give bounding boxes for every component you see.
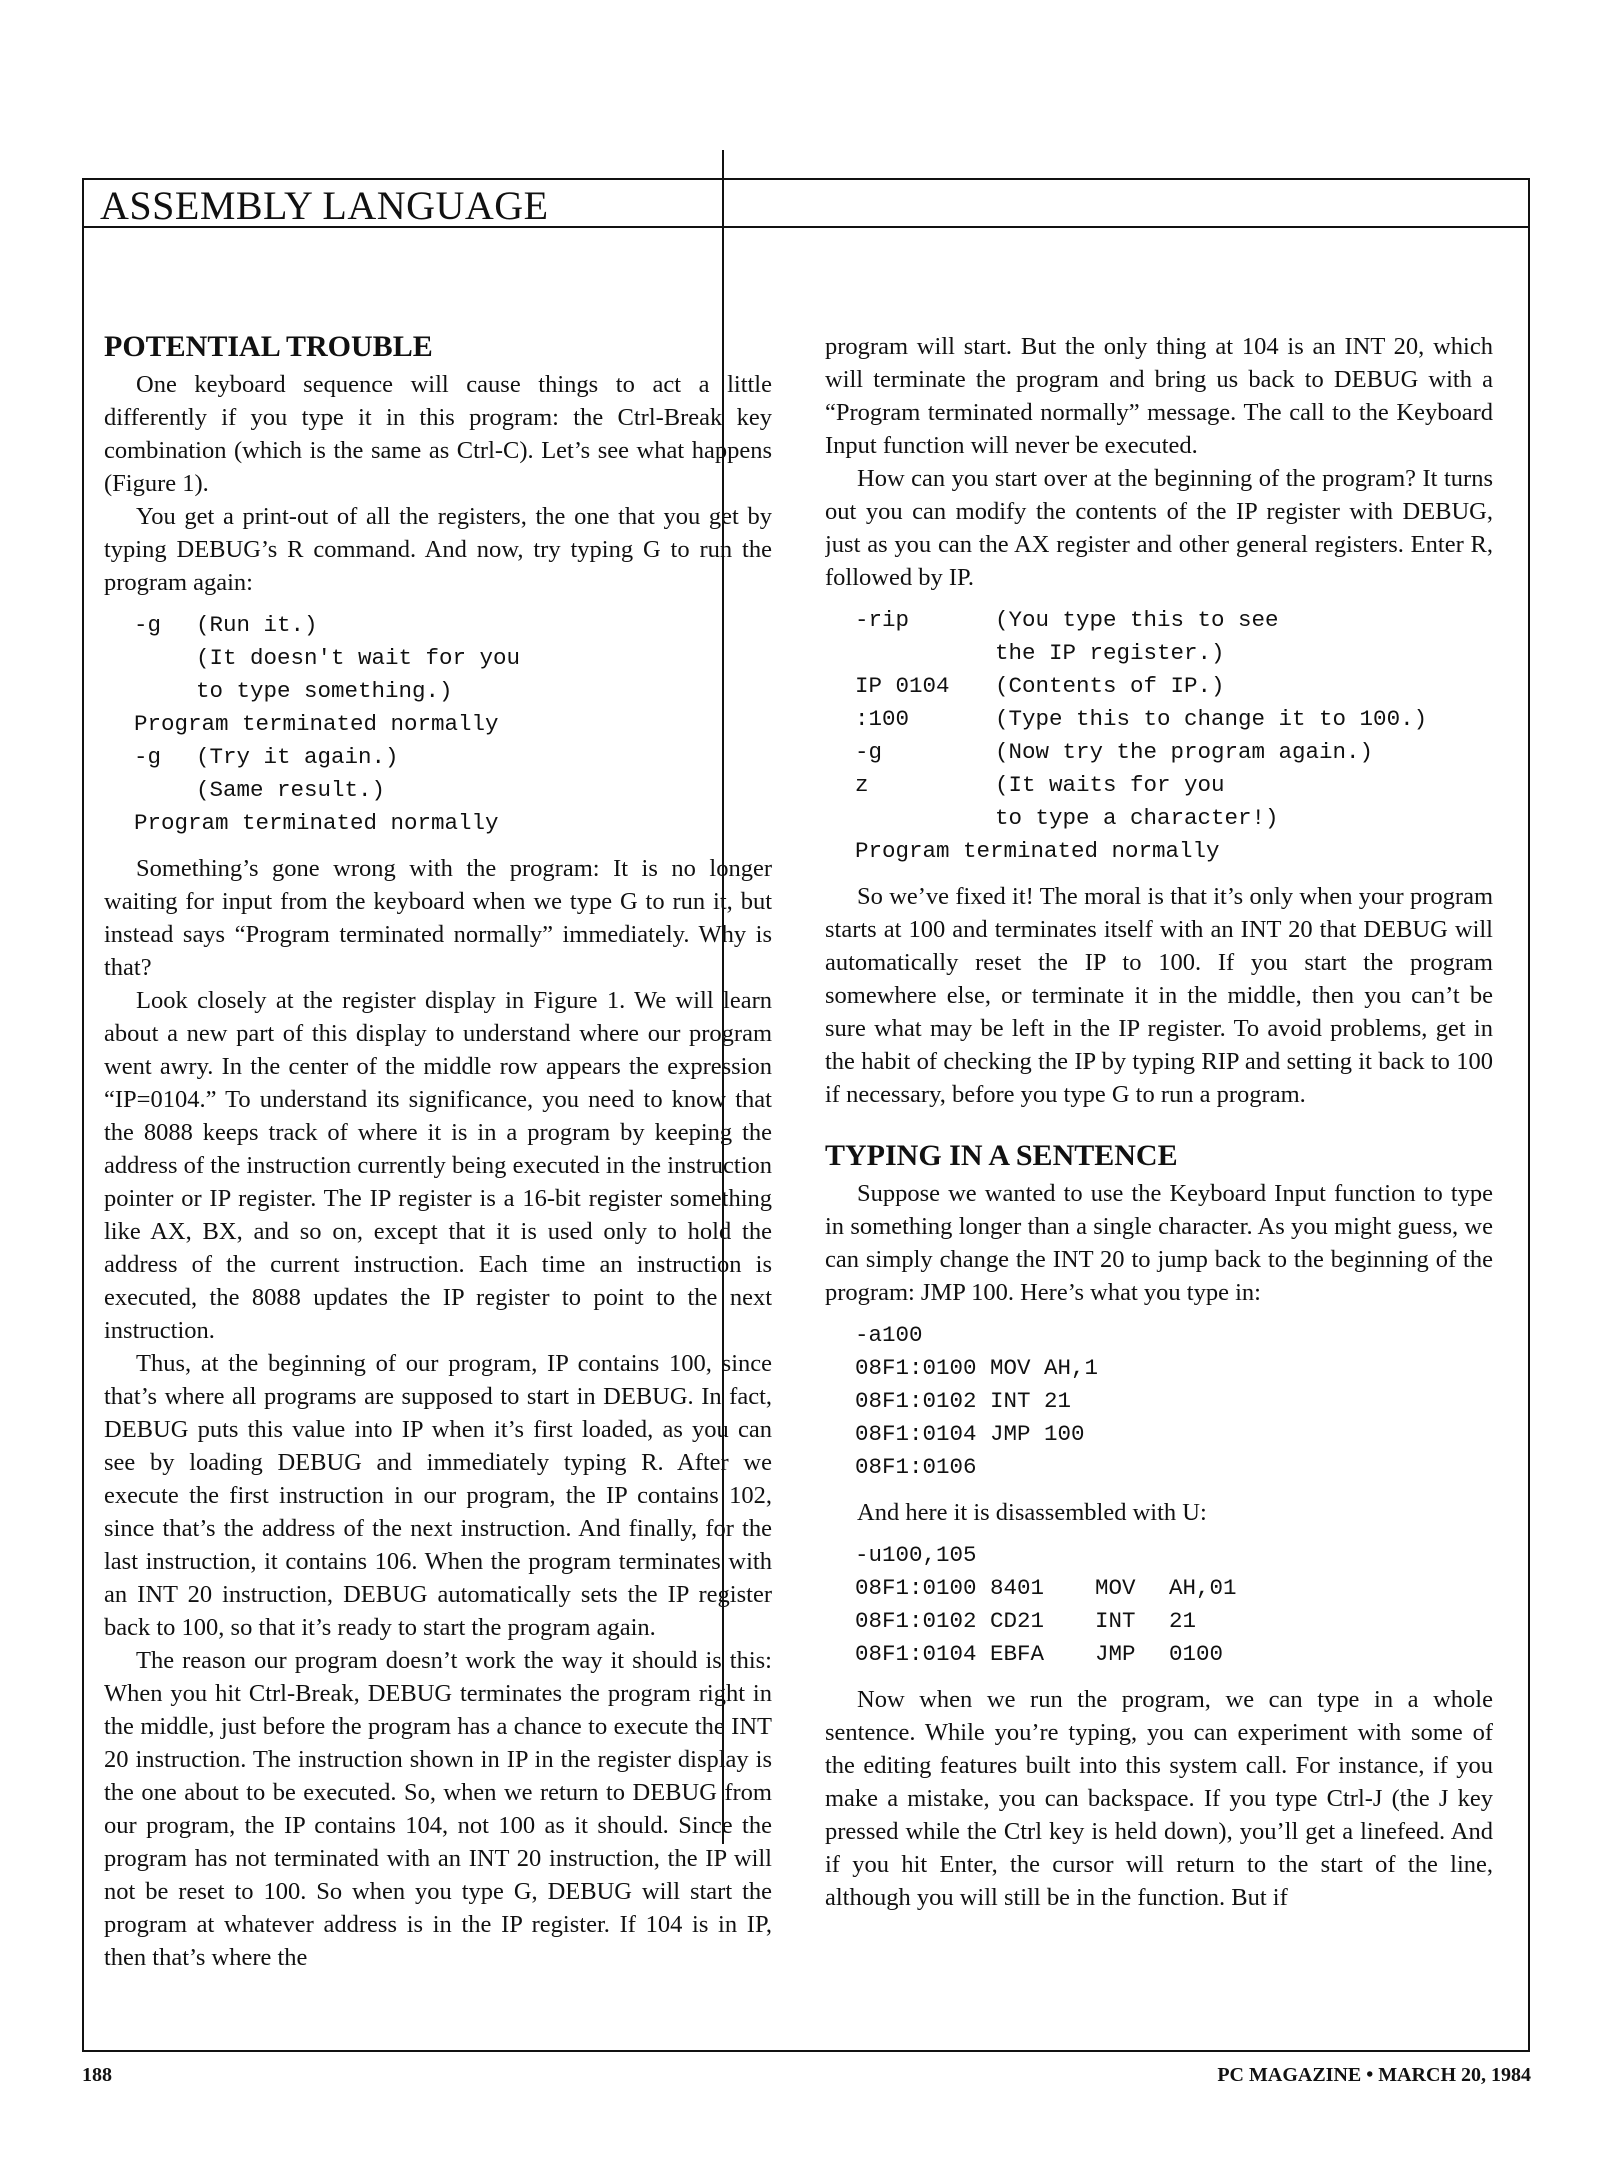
code-line: to type a character!) xyxy=(995,805,1279,831)
code-line: :100 (Type this to change it to 100.) xyxy=(855,706,1428,732)
publication-line: PC MAGAZINE • MARCH 20, 1984 xyxy=(1217,2064,1531,2086)
left-paragraph-1: One keyboard sequence will cause things to act a little differently if you type it in this program: the Ctrl-Break key combination (which is the same as Ctrl-C). Let’s see what happens (Figure 1). xyxy=(104,371,772,497)
code-line: z (It waits for you xyxy=(855,772,1225,798)
code-line: Program terminated normally xyxy=(134,711,499,737)
right-paragraph-4: Suppose we wanted to use the Keyboard Input function to type in something longer than a single character. As you might guess, we can simply change the INT 20 to jump back to the beginning of the program: JMP 100. Here’s what you type in: xyxy=(825,1180,1493,1306)
section-header xyxy=(84,180,1528,228)
left-column xyxy=(104,330,772,2040)
right-paragraph-6: Now when we run the program, we can type in a whole sentence. While you’re typing, you can experiment with some of the editing features built into this system call. For instance, if you make a mistake, you can backspace. If you type Ctrl-J (the J key pressed while the Ctrl key is held down), you’ll get a linefeed. And if you hit Enter, the cursor will return to the start of the line, although you will still be in the function. But if xyxy=(825,1686,1493,1911)
page-number: 188 xyxy=(82,2064,112,2086)
left-paragraph-3: Something’s gone wrong with the program: It is no longer waiting for input from the keyboard when we type G to run it, but instead says “Program terminated normally” immediately. Why is that? xyxy=(104,855,772,981)
left-paragraph-2: You get a print-out of all the registers, the one that you get by typing DEBUG’s R command. And now, try typing G to run the program again: xyxy=(104,503,772,596)
code-line: 08F1:0100 8401 MOV AH,01 xyxy=(855,1575,1237,1601)
code-line: -a100 xyxy=(855,1322,923,1348)
left-paragraph-5: Thus, at the beginning of our program, IP contains 100, since that’s where all programs are supposed to start in DEBUG. In fact, DEBUG puts this value into IP when it’s first loaded, as you can see by loading DEBUG and immediately typing R. After we execute the first instruction in our program, the IP contains 102, since that’s the address of the next instruction. And finally, for the last instruction, it contains 106. When the program terminates with an INT 20 instruction, DEBUG automatically sets the IP register back to 100, so that it’s ready to start the program again. xyxy=(104,1350,772,1641)
code-line: 08F1:0106 xyxy=(855,1454,977,1480)
code-line: 08F1:0102 INT 21 xyxy=(855,1388,1072,1414)
right-paragraph-3: So we’ve fixed it! The moral is that it’s only when your program starts at 100 and terminates itself with an INT 20 that DEBUG will automatically reset the IP to 100. If you start the program somewhere else, or terminate it in the middle, then you can’t be sure what may be left in the IP register. To avoid problems, get in the habit of checking the IP by typing RIP and setting it back to 100 if necessary, before you type G to run a program. xyxy=(825,883,1493,1108)
right-paragraph-1: program will start. But the only thing at 104 is an INT 20, which will terminate the program and bring us back to DEBUG with a “Program terminated normally” message. The call to the Keyboard Input function will never be executed. xyxy=(825,333,1493,459)
code-line: (Same result.) xyxy=(196,777,386,803)
code-line: 08F1:0104 JMP 100 xyxy=(855,1421,1085,1447)
code-line: (It doesn't wait for you xyxy=(196,645,521,671)
unassemble-code-block xyxy=(855,1539,1493,1671)
code-line: to type something.) xyxy=(196,678,453,704)
rip-code-block xyxy=(855,604,1493,868)
code-line: -rip (You type this to see xyxy=(855,607,1279,633)
left-code-block xyxy=(134,609,772,840)
code-line: Program terminated normally xyxy=(134,810,499,836)
heading-potential-trouble: POTENTIAL TROUBLE xyxy=(104,330,433,363)
code-line: -g (Try it again.) xyxy=(134,744,399,770)
code-line: -g (Run it.) xyxy=(134,612,318,638)
code-line: Program terminated normally xyxy=(855,838,1220,864)
code-line: 08F1:0104 EBFA JMP 0100 xyxy=(855,1641,1224,1667)
code-line: IP 0104 (Contents of IP.) xyxy=(855,673,1225,699)
code-line: -g (Now try the program again.) xyxy=(855,739,1374,765)
heading-typing-in-a-sentence: TYPING IN A SENTENCE xyxy=(825,1139,1178,1172)
code-line: 08F1:0100 MOV AH,1 xyxy=(855,1355,1099,1381)
left-paragraph-6: The reason our program doesn’t work the way it should is this: When you hit Ctrl-Break, DEBUG terminates the program right in the middle, just before the program has a chance to execute the INT 20 instruction. The instruction shown in IP in the register display is the one about to be executed. So, when we return to DEBUG from our program, the IP contains 104, not 100 as it should. Since the program has not terminated with an INT 20 instruction, the IP will not be reset to 100. So when you type G, DEBUG will start the program at whatever address is in the IP register. If 104 is in IP, then that’s where the xyxy=(104,1647,772,1971)
code-line: 08F1:0102 CD21 INT 21 xyxy=(855,1608,1197,1634)
right-column xyxy=(825,330,1493,2040)
code-line: -u100,105 xyxy=(855,1542,977,1568)
code-line: the IP register.) xyxy=(995,640,1225,666)
right-paragraph-2: How can you start over at the beginning of the program? It turns out you can modify the contents of the IP register with DEBUG, just as you can the AX register and other general registers. Enter R, followed by IP. xyxy=(825,465,1493,591)
section-title: ASSEMBLY LANGUAGE xyxy=(100,183,549,228)
right-paragraph-5: And here it is disassembled with U: xyxy=(857,1499,1207,1526)
left-paragraph-4: Look closely at the register display in Figure 1. We will learn about a new part of this display to understand where our program went awry. In the center of the middle row appears the expression “IP=0104.” To understand its significance, you need to know that the 8088 keeps track of where it is in a program by keeping the address of the instruction currently being executed in the instruction pointer or IP register. The IP register is a 16-bit register something like AX, BX, and so on, except that it is used only to hold the address of the current instruction. Each time an instruction is executed, the 8088 updates the IP register to point to the next instruction. xyxy=(104,987,772,1344)
assemble-code-block xyxy=(855,1319,1493,1484)
